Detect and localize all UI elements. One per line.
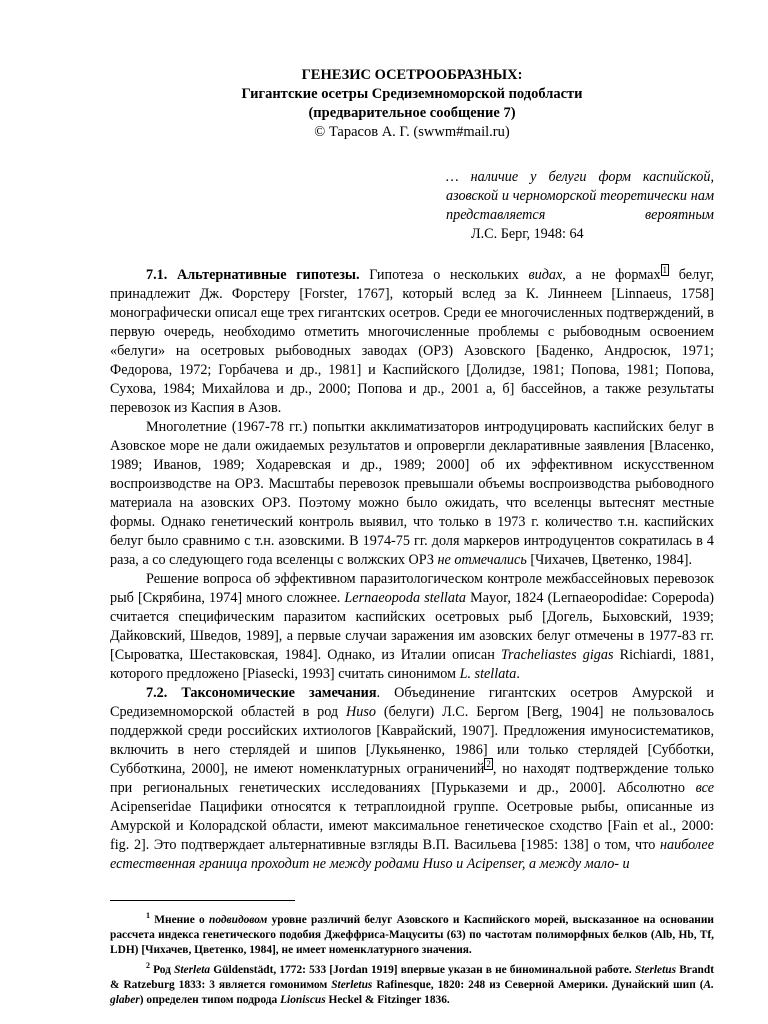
italic-run: не отмечались	[437, 552, 527, 568]
italic-run: Huso	[346, 704, 377, 720]
text-run: Acipenseridae Пацифики относятся к тетраплоидной группе. Осетровые рыбы, описанные из Амурской и Колорадской области, имеют максимальное генетическое сходство [Fain et al., 2000: fig. 2]. Это подтверждает альтернативные взгляды В.П. Васильева [1985: 138] о том, что	[110, 799, 714, 853]
epigraph	[446, 168, 714, 244]
footnote-divider	[110, 900, 295, 901]
footnote-number: 1	[146, 911, 150, 920]
text-run: Mayor, 1824 (Lernaeopodidae: Copepoda) считается специфическим паразитом каспийских осетровых рыб [Догель, Быховский, 1939; Дайковский, Шведов, 1989], а первые случаи заражения им азовских белуг отмечены в 1977-83 гг. [Сыроватка, Шестаковская, 1984]. Однако, из Италии описан	[110, 590, 714, 663]
text-run: Многолетние (1967-78 гг.) попытки акклиматизаторов интродуцировать каспийских белуг в Азовское море не дали ожидаемых результатов и опровергли декларативные заявления [Власенко, 1989; Иванов, 1989; Ходаревская и др., 1989; 2000] об их эффективном искусственном воспроизводстве на ОРЗ. Масштабы перевозок превышали объемы воспроизводства рыбоводного материала на азовских ОРЗ. Поэтому можно было ожидать, что вселенцы вытеснят местные формы. Однако генетический контроль выявил, что только в 1973 г. количество т.н. каспийских белуг было сравнимо с т.н. азовскими. В 1974-75 гг. доля маркеров интродуцентов сократилась в 4 раза, а со следующего года вселенцы с волжских ОРЗ	[110, 419, 714, 568]
document-note: (предварительное сообщение 7)	[308, 105, 516, 121]
italic-run: A. glaber	[110, 978, 714, 1006]
footnote-number: 2	[146, 960, 150, 970]
italic-run: наиболее естественная граница проходит не между родами Huso и Acipenser, а между мало- и	[110, 837, 714, 872]
italic-run: видах	[528, 267, 563, 283]
document-header	[110, 66, 714, 142]
text-run: , но находят подтверждение только при региональных генетических исследованиях [Пурьказеми и др., 2000]. Абсолютно	[110, 761, 714, 796]
italic-run: Sterletus	[634, 963, 677, 976]
footnote	[110, 908, 714, 958]
footnote-ref[interactable]: 2	[486, 759, 491, 770]
epigraph-text: … наличие у белуги форм каспийской, азовской и черноморской теоретически нам представляется вероятным	[446, 169, 714, 223]
text-run: .	[516, 666, 520, 682]
text-run: . Объединение гигантских осетров Амурской и Средиземноморской областей в род	[110, 685, 715, 720]
text-run: Rafinesque, 1820: 248 из Северной Америки. Дунайский шип (	[372, 978, 704, 991]
italic-run: L. stellata	[459, 666, 517, 682]
italic-run: Sterletus	[331, 978, 373, 991]
section-heading: 7.1. Альтернативные гипотезы.	[146, 267, 360, 283]
epigraph-citation: Л.С. Берг, 1948: 64	[471, 226, 584, 242]
text-run: Brandt & Ratzeburg 1833: 3 является гомонимом	[110, 963, 714, 991]
footnote-ref[interactable]: 1	[662, 265, 668, 276]
paragraph	[110, 418, 714, 570]
paragraph	[110, 570, 714, 684]
text-run: Richiardi, 1881, которого предложено [Piasecki, 1993] считать синонимом	[110, 647, 714, 682]
text-run: Heckel & Fitzinger 1836.	[325, 993, 450, 1006]
document-page	[110, 66, 714, 874]
footnote	[110, 958, 714, 1008]
text-run: Решение вопроса об эффективном паразитологическом контроле межбассейновых перевозок рыб [Скрябина, 1974] много сложнее.	[110, 571, 714, 606]
italic-run: подвидовом	[209, 913, 268, 926]
text-run: Род	[150, 963, 175, 976]
document-body	[110, 266, 714, 874]
text-run: (белуги) Л.С. Бергом [Berg, 1904] не пользовалось поддержкой среди российских ихтиологов [Каврайский, 1907]. Предложения имуносистематиков, включить в него стерлядей и шипов [Лукьяненко, 1986] или только стерлядей [Субботки, Субботкина, 2000], не имеют номенклатурных ограничений	[110, 704, 715, 777]
italic-run: Lernaeopoda stellata	[344, 590, 466, 606]
section-heading: 7.2. Таксономические замечания	[146, 685, 377, 701]
footnotes	[110, 908, 714, 1008]
paragraph	[110, 684, 714, 874]
document-author: © Тарасов А. Г. (swwm#mail.ru)	[314, 124, 510, 140]
text-run: ) определен типом подрода	[139, 993, 281, 1006]
text-run: Güldenstädt, 1772: 533 [Jordan 1919] впервые указан в не биноминальной работе.	[210, 963, 635, 976]
italic-run: Sterleta	[174, 963, 211, 976]
text-run: Гипотеза о нескольких	[359, 267, 529, 283]
text-run: , а не формах	[562, 267, 661, 283]
document-subtitle: Гигантские осетры Средиземноморской подобласти	[241, 86, 583, 102]
text-run: [Чихачев, Цветенко, 1984].	[526, 552, 692, 568]
italic-run: Lioniscus	[280, 993, 326, 1006]
paragraph	[110, 266, 714, 418]
italic-run: Tracheliastes gigas	[500, 647, 614, 663]
text-run: уровне различий белуг Азовского и Каспийского морей, высказанное на основании рассчета индекса генетического подобия Джеффриса-Мацуситы (63) по частотам полиморфных белков (Alb, Hb, Tf, LDH) [Чихачев, Цветенко, 1984], не имеет номенклатурного значения.	[110, 913, 714, 956]
text-run: белуг, принадлежит Дж. Форстеру [Forster, 1767], который вслед за К. Линнеем [Linnaeus, 1758] монографически описал еще трех гигантских осетров. Среди ее многочисленных подтверждений, в первую очередь, необходимо отметить многочисленные проблемы с рыбоводным освоением «белуги» на осетровых рыбоводных заводах (ОРЗ) Азовского [Баденко, Андросюк, 1971; Федорова, 1972; Горбачева и др., 1981] и Каспийского [Долидзе, 1981; Попова, 1981; Попова, Сухова, 1984; Михайлова и др., 2000; Попова и др., 2001 а, б] бассейнов, а также результаты перевозок из Каспия в Азов.	[110, 267, 715, 416]
document-title: ГЕНЕЗИС ОСЕТРООБРАЗНЫХ:	[301, 67, 523, 83]
text-run: Мнение о	[150, 913, 209, 926]
italic-run: все	[695, 780, 714, 796]
